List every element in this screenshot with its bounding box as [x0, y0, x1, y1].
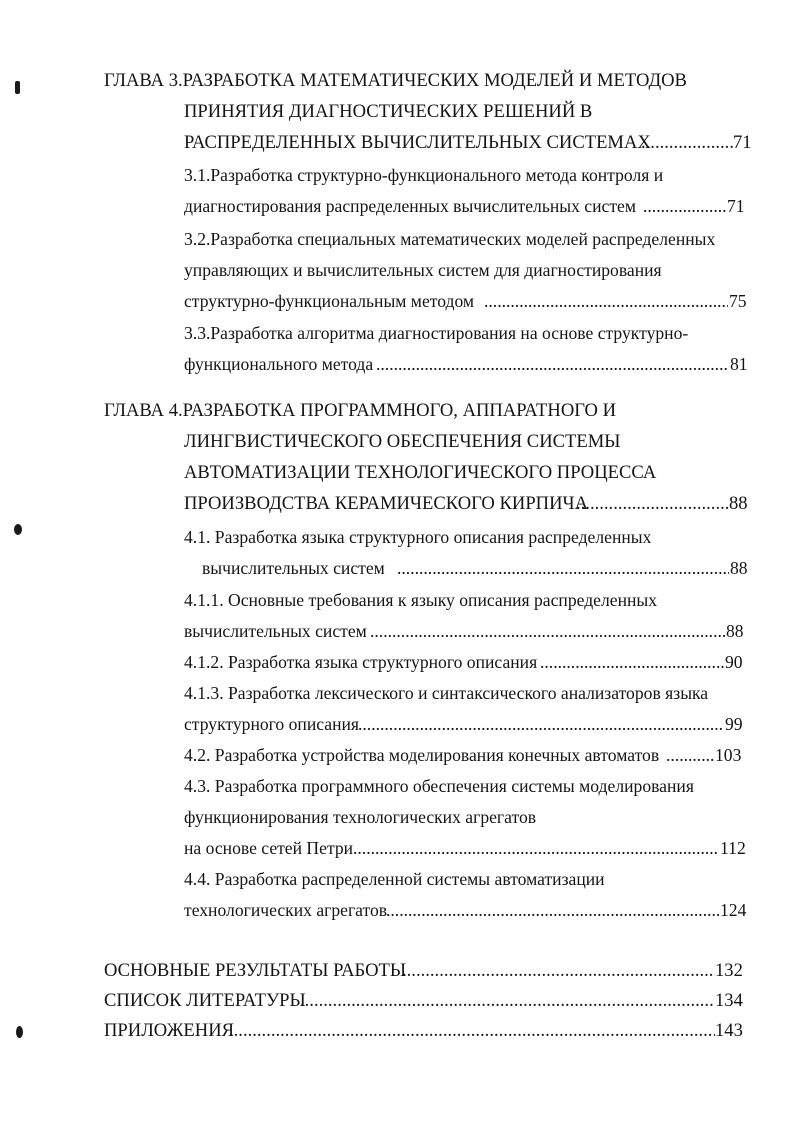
page-number: 81	[730, 354, 748, 374]
section-title: 4.1.1. Основные требования к языку описания распределенных	[184, 590, 658, 610]
leader-dots	[397, 557, 729, 579]
leader-dots	[376, 353, 729, 375]
chapter-title: ПРОИЗВОДСТВА КЕРАМИЧЕСКОГО КИРПИЧА	[184, 493, 589, 514]
section-title: структурного описания	[184, 714, 360, 734]
page-number: 88	[726, 621, 744, 641]
page-number: 88	[730, 558, 748, 578]
leader-dots	[643, 195, 727, 217]
chapter-title: ГЛАВА 3.РАЗРАБОТКА МАТЕМАТИЧЕСКИХ МОДЕЛЕЙ И МЕТОДОВ	[104, 70, 687, 91]
binding-hole-mark	[14, 524, 22, 535]
page-number: 75	[729, 291, 747, 311]
binding-hole-mark	[15, 81, 20, 94]
page-number: 112	[720, 838, 746, 858]
leader-dots	[666, 744, 715, 766]
section-title: 3.3.Разработка алгоритма диагностирования на основе структурно-	[184, 323, 689, 343]
toc-entry-literature: СПИСОК ЛИТЕРАТУРЫ	[104, 990, 306, 1011]
section-title: 3.2.Разработка специальных математических моделей распределенных	[184, 229, 716, 249]
toc-entry-appendix: ПРИЛОЖЕНИЯ	[104, 1020, 235, 1041]
section-title: управляющих и вычислительных систем для диагностирования	[184, 260, 662, 280]
section-title: 4.1. Разработка языка структурного описания распределенных	[184, 527, 652, 547]
leader-dots	[229, 1020, 715, 1042]
section-title: 3.1.Разработка структурно-функционального метода контроля и	[184, 165, 664, 185]
page-number: 143	[715, 1020, 743, 1041]
section-title: вычислительных систем	[202, 558, 385, 578]
page-number: 103	[715, 745, 742, 765]
section-title: технологических агрегатов	[184, 900, 388, 920]
section-title: 4.4. Разработка распределенной системы автоматизации	[184, 869, 605, 889]
page-number: 88	[729, 493, 748, 514]
leader-dots	[641, 132, 733, 154]
chapter-title: РАСПРЕДЕЛЕННЫХ ВЫЧИСЛИТЕЛЬНЫХ СИСТЕМАХ	[184, 132, 651, 153]
leader-dots	[576, 493, 729, 515]
page-number: 124	[720, 900, 747, 920]
section-title: 4.2. Разработка устройства моделирования конечных автоматов	[184, 745, 660, 765]
leader-dots	[358, 713, 724, 735]
chapter-title: АВТОМАТИЗАЦИИ ТЕХНОЛОГИЧЕСКОГО ПРОЦЕССА	[184, 462, 657, 483]
section-title: 4.3. Разработка программного обеспечения системы моделирования	[184, 776, 694, 796]
page-number: 99	[725, 714, 743, 734]
leader-dots	[300, 990, 715, 1012]
page-number: 132	[715, 960, 743, 981]
leader-dots	[386, 899, 719, 921]
page-number: 134	[715, 990, 743, 1011]
section-title: диагностирования распределенных вычислительных систем	[184, 196, 636, 216]
section-title: вычислительных систем	[184, 621, 367, 641]
leader-dots	[540, 651, 724, 673]
leader-dots	[402, 960, 715, 982]
chapter-title: ЛИНГВИСТИЧЕСКОГО ОБЕСПЕЧЕНИЯ СИСТЕМЫ	[184, 431, 621, 452]
chapter-title: ГЛАВА 4.РАЗРАБОТКА ПРОГРАММНОГО, АППАРАТНОГО И	[104, 400, 617, 421]
page-number: 71	[727, 196, 745, 216]
section-title: структурно-функциональным методом	[184, 291, 475, 311]
binding-hole-mark	[16, 1026, 23, 1038]
chapter-title: ПРИНЯТИЯ ДИАГНОСТИЧЕСКИХ РЕШЕНИЙ В	[184, 101, 593, 122]
section-title: функционального метода	[184, 354, 374, 374]
section-title: на основе сетей Петри	[184, 838, 354, 858]
section-title: функционирования технологических агрегатов	[184, 807, 537, 827]
section-title: 4.1.3. Разработка лексического и синтаксического анализаторов языка	[184, 683, 709, 703]
leader-dots	[370, 620, 725, 642]
section-title: 4.1.2. Разработка языка структурного описания	[184, 652, 538, 672]
page-number: 71	[733, 132, 752, 153]
toc-entry-results: ОСНОВНЫЕ РЕЗУЛЬТАТЫ РАБОТЫ	[104, 960, 407, 981]
page-number: 90	[725, 652, 743, 672]
leader-dots	[353, 837, 719, 859]
leader-dots	[484, 290, 728, 312]
